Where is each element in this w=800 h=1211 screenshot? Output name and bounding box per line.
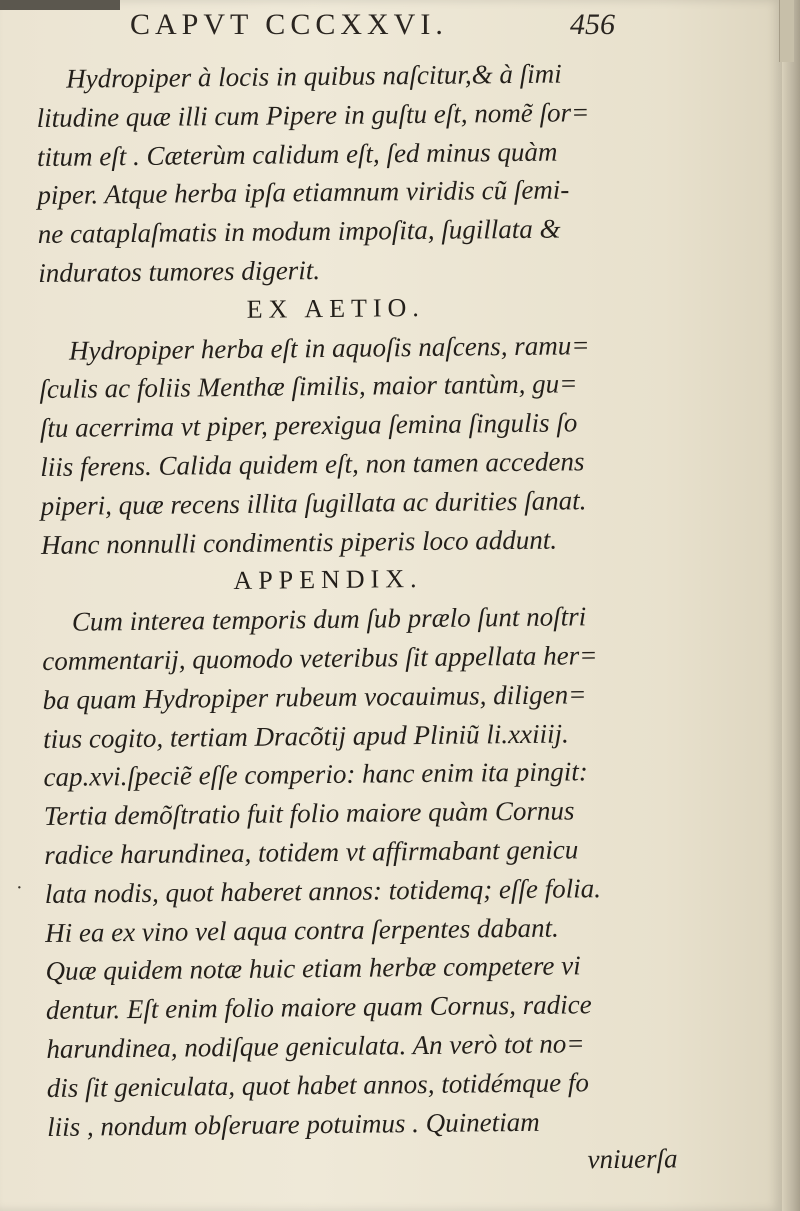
- text-line: ſtu acerrima vt piper, perexigua ſemina ſingulis ſo: [39, 407, 578, 444]
- text-line: Hi ea ex vino vel aqua contra ſerpentes dabant.: [44, 912, 559, 948]
- scan-border: [0, 0, 120, 10]
- text-line: Hydropiper à locis in quibus naſcitur,& à ſimi: [66, 58, 562, 94]
- catchword: vniuerſa: [587, 1143, 678, 1175]
- text-line: dentur. Eſt enim folio maiore quam Cornus, radice: [45, 989, 592, 1026]
- text-line: dis ſit geniculata, quot habet annos, totidémque fo: [46, 1066, 590, 1103]
- text-line: ne cataplaſmatis in modum impoſita, ſugillata &: [37, 213, 561, 250]
- text-line: titum eſt . Cæterùm calidum eſt, ſed minus quàm: [36, 136, 558, 172]
- text-line: Cum interea temporis dum ſub prælo ſunt noſtri: [71, 601, 587, 637]
- text-line: tius cogito, tertiam Dracõtij apud Pliniũ li.xxiiij.: [42, 718, 569, 754]
- text-line: radice harundinea, totidem vt affirmabant genicu: [44, 834, 579, 870]
- text-line: commentarij, quomodo veteribus ſit appellata her=: [42, 640, 598, 676]
- text-line: harundinea, nodiſque geniculata. An verò tot no=: [46, 1028, 585, 1064]
- text-line: ba quam Hydropiper rubeum vocauimus, diligen=: [42, 679, 587, 715]
- text-line: cap.xvi.ſpeciẽ eſſe comperio: hanc enim ita pingit:: [43, 756, 588, 793]
- section-heading-appendix: APPENDIX.: [233, 564, 423, 596]
- running-title: CAPVT CCCXXVI.: [130, 8, 448, 41]
- text-line: litudine quæ illi cum Pipere in guſtu eſt, nomẽ ſor=: [36, 97, 590, 133]
- book-fore-edge: [782, 0, 800, 1211]
- text-line: ſculis ac foliis Menthæ ſimilis, maior tantùm, gu=: [39, 368, 578, 405]
- page-number: 456: [570, 8, 615, 41]
- text-line: lata nodis, quot haberet annos: totidemq; eſſe folia.: [44, 872, 602, 909]
- text-line: piper. Atque herba ipſa etiamnum viridis cũ ſemi-: [37, 174, 570, 211]
- text-line: induratos tumores digerit.: [38, 255, 321, 288]
- section-heading-aetio: EX AETIO.: [246, 292, 425, 324]
- text-line: Quæ quidem notæ huic etiam herbæ competere vi: [45, 950, 581, 987]
- text-line: piperi, quæ recens illita ſugillata ac durities ſanat.: [40, 485, 587, 521]
- page-tab: [779, 0, 794, 62]
- text-line: Hanc nonnulli condimentis piperis loco addunt.: [40, 524, 558, 560]
- body-text: [36, 53, 688, 1185]
- margin-mark: ·: [16, 877, 23, 899]
- text-line: Hydropiper herba eſt in aquoſis naſcens, ramu=: [68, 329, 590, 366]
- text-line: Tertia demõſtratio fuit folio maiore quàm Cornus: [43, 795, 575, 832]
- page-header: [130, 8, 690, 50]
- text-line: liis ferens. Calida quidem eſt, non tamen accedens: [40, 446, 585, 482]
- text-line: liis , nondum obſeruare potuimus . Quinetiam: [47, 1106, 540, 1142]
